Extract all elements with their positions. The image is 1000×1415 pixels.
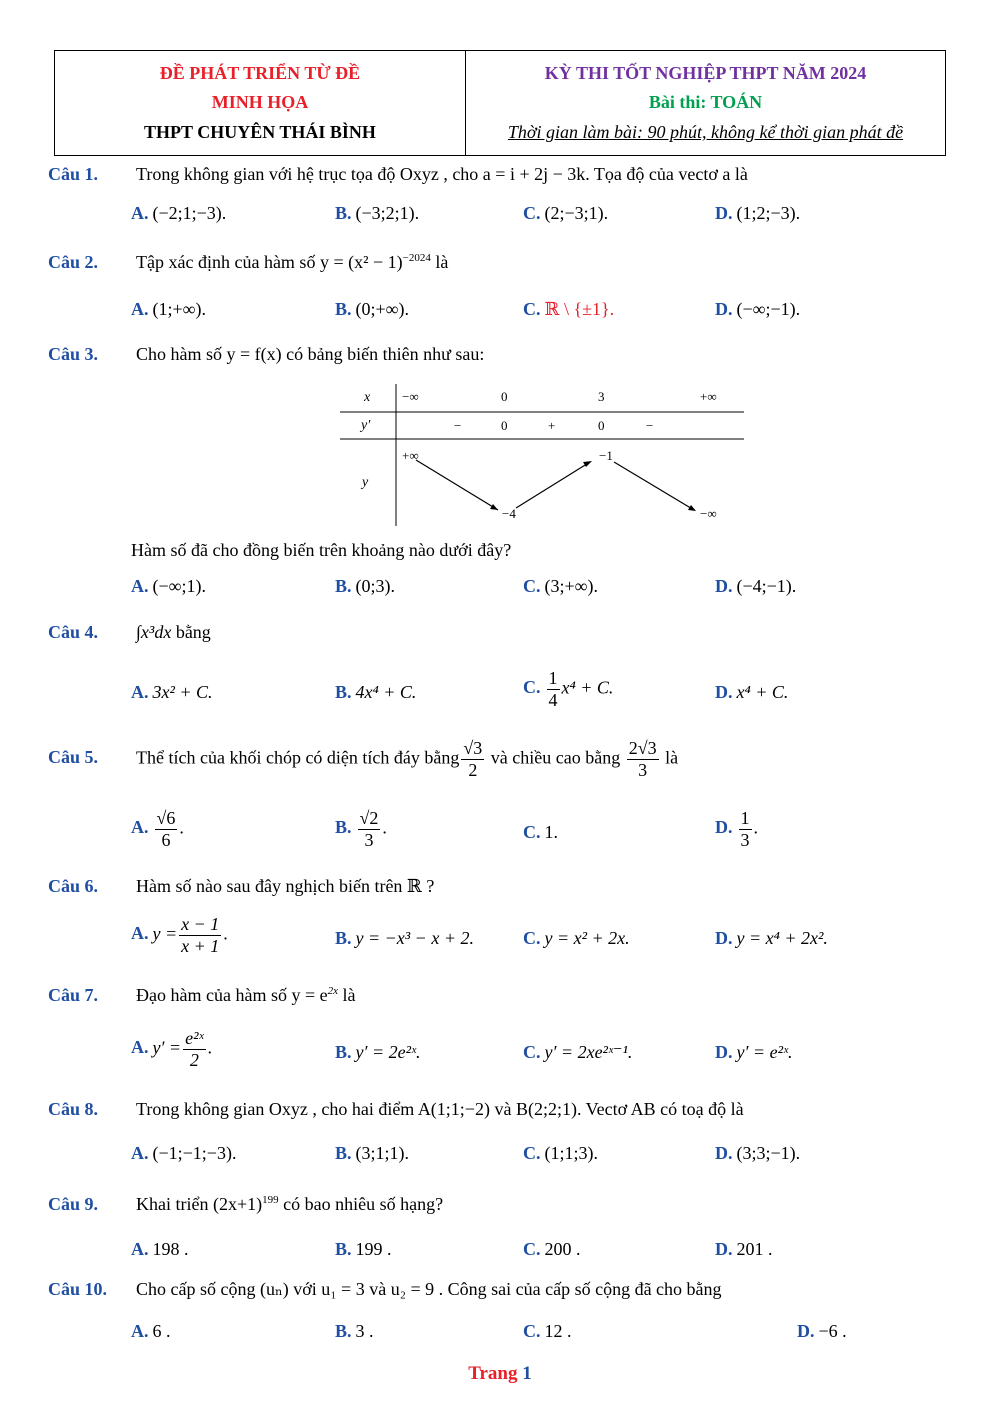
option-c[interactable]: C. y = x² + 2x. bbox=[523, 928, 630, 948]
arrow-increase bbox=[516, 462, 590, 508]
header-time: Thời gian làm bài: 90 phút, không kể thời gian phát đề bbox=[507, 121, 904, 142]
option-d[interactable]: D. −6 . bbox=[797, 1321, 847, 1341]
header-table bbox=[54, 50, 946, 156]
option-d[interactable]: D. (−4;−1). bbox=[715, 576, 797, 596]
question-3 bbox=[48, 344, 484, 365]
variation-table bbox=[330, 380, 750, 528]
option-b[interactable]: B. y′ = 2e²ˣ. bbox=[335, 1042, 421, 1062]
option-a[interactable]: A. (−2;1;−3). bbox=[131, 203, 227, 223]
question-number: Câu 10. bbox=[48, 1279, 108, 1299]
option-c[interactable]: C. (2;−3;1). bbox=[523, 203, 609, 223]
option-d[interactable]: D. x⁴ + C. bbox=[715, 682, 789, 702]
option-d[interactable]: D. (1;2;−3). bbox=[715, 203, 801, 223]
option-c[interactable]: C. 1. bbox=[523, 822, 558, 842]
fraction: $\frac{\text{e²ˣ}}{2}$ bbox=[185, 1028, 204, 1070]
option-a[interactable]: A. (1;+∞). bbox=[131, 299, 206, 319]
question-text: Hàm số nào sau đây nghịch biến trên ℝ ? bbox=[136, 876, 435, 896]
option-a[interactable]: A. y = $\frac{x - 1}{x + 1}$ . bbox=[131, 914, 228, 956]
x-value: +∞ bbox=[700, 389, 717, 404]
arrow-decrease-1 bbox=[416, 460, 498, 510]
question-text: Tập xác định của hàm số y = (x² − 1) bbox=[136, 252, 403, 272]
question-number: Câu 1. bbox=[48, 164, 99, 184]
option-b[interactable]: B. (−3;2;1). bbox=[335, 203, 420, 223]
option-d[interactable]: D. 201 . bbox=[715, 1239, 773, 1259]
header-exam-title: KỲ THI TỐT NGHIỆP THPT NĂM 2024 bbox=[544, 63, 867, 84]
option-c[interactable]: C. (1;1;3). bbox=[523, 1143, 598, 1163]
y-value: +∞ bbox=[402, 448, 419, 463]
fraction: $\frac{√3}{2}$ bbox=[463, 738, 483, 780]
question-number: Câu 2. bbox=[48, 252, 99, 272]
y-value: −∞ bbox=[700, 506, 717, 521]
exponent: 199 bbox=[262, 1194, 279, 1206]
fraction: $\frac{√2}{3}$ bbox=[359, 808, 379, 850]
option-b[interactable]: B. (0;+∞). bbox=[335, 299, 409, 319]
question-6 bbox=[48, 876, 434, 897]
fraction: $\frac{x - 1}{x + 1}$ bbox=[181, 914, 220, 956]
option-c[interactable]: C. $\frac{1}{4}$ x⁴ + C. bbox=[523, 668, 614, 710]
option-c[interactable]: C. 200 . bbox=[523, 1239, 581, 1259]
option-a[interactable]: A. 3x² + C. bbox=[131, 682, 213, 702]
page-footer bbox=[0, 1363, 1000, 1385]
question-number: Câu 5. bbox=[48, 747, 99, 768]
y-value: −1 bbox=[599, 448, 613, 463]
x-value: 0 bbox=[501, 389, 508, 404]
option-b[interactable]: B. 3 . bbox=[335, 1321, 374, 1341]
question-1 bbox=[48, 164, 748, 185]
question-number: Câu 4. bbox=[48, 622, 99, 642]
option-d[interactable]: D. (−∞;−1). bbox=[715, 299, 801, 319]
header-right bbox=[466, 51, 945, 155]
header-source-subtitle: MINH HỌA bbox=[211, 92, 309, 113]
arrowhead bbox=[490, 504, 498, 510]
question-text: Đạo hàm của hàm số y = e bbox=[136, 985, 328, 1005]
y-value: −4 bbox=[502, 506, 516, 521]
fraction: $\frac{1}{4}$ bbox=[548, 668, 558, 710]
exponent: −2024 bbox=[402, 252, 431, 264]
question-number: Câu 7. bbox=[48, 985, 99, 1005]
yprime-sign: − bbox=[454, 418, 462, 433]
header-school: THPT CHUYÊN THÁI BÌNH bbox=[144, 121, 376, 142]
header-source-title: ĐỀ PHÁT TRIỂN TỪ ĐỀ bbox=[159, 63, 361, 84]
option-b[interactable]: B. 199 . bbox=[335, 1239, 392, 1259]
yprime-sign: + bbox=[548, 418, 556, 433]
question-text: Cho cấp số cộng (uₙ) với u₁ = 3 và u₂ = 9 . Công sai của cấp số cộng đã cho bằng bbox=[136, 1279, 722, 1299]
question-text: Cho hàm số y = f(x) có bảng biến thiên như sau: bbox=[136, 344, 485, 364]
option-b[interactable]: B. $\frac{√2}{3}$ . bbox=[335, 808, 387, 850]
question-text: Trong không gian Oxyz , cho hai điểm A(1;1;−2) và B(2;2;1). Vectơ AB có toạ độ là bbox=[136, 1099, 744, 1119]
question-number: Câu 3. bbox=[48, 344, 99, 364]
yprime-sign: 0 bbox=[501, 418, 508, 433]
question-4: Câu 4. ∫x³dx bằng bbox=[48, 622, 211, 642]
yprime-sign: 0 bbox=[598, 418, 605, 433]
option-b[interactable]: B. (0;3). bbox=[335, 576, 396, 596]
x-value: 3 bbox=[598, 389, 605, 404]
option-d[interactable]: D. (3;3;−1). bbox=[715, 1143, 801, 1163]
exponent: 2x bbox=[327, 985, 338, 997]
option-b[interactable]: B. y = −x³ − x + 2. bbox=[335, 928, 474, 948]
arrowhead bbox=[688, 505, 696, 511]
row-label-x: x bbox=[364, 390, 371, 405]
option-c[interactable]: C. (3;+∞). bbox=[523, 576, 598, 596]
question-number: Câu 9. bbox=[48, 1194, 99, 1214]
question-5: Câu 5. Thể tích của khối chóp có diện tích đáy bằng $\frac{√3}{2}$ và chiều cao bằng $\frac{2√3}{3}$ là bbox=[48, 738, 679, 780]
option-d[interactable]: D. y = x⁴ + 2x². bbox=[715, 928, 828, 948]
question-2: Câu 2. Tập xác định của hàm số $y = (x^2 - 1)^{-2024}$ là bbox=[48, 252, 449, 272]
option-d[interactable]: D. $\frac{1}{3}$ . bbox=[715, 808, 758, 850]
option-a[interactable]: A. (−∞;1). bbox=[131, 576, 206, 596]
fraction: $\frac{1}{3}$ bbox=[740, 808, 750, 850]
question-number: Câu 8. bbox=[48, 1099, 99, 1119]
question-3-prompt: Hàm số đã cho đồng biến trên khoảng nào dưới đây? bbox=[131, 540, 512, 560]
option-a[interactable]: A. 6 . bbox=[131, 1321, 171, 1341]
question-number: Câu 6. bbox=[48, 876, 99, 896]
question-8 bbox=[48, 1099, 744, 1120]
header-left bbox=[55, 51, 466, 155]
row-label-y: y bbox=[362, 475, 369, 490]
option-a[interactable]: A. $\frac{√6}{6}$ . bbox=[131, 808, 184, 850]
yprime-sign: − bbox=[646, 418, 654, 433]
fraction: $\frac{√6}{6}$ bbox=[156, 808, 176, 850]
option-c[interactable]: C. 12 . bbox=[523, 1321, 572, 1341]
header-subject: Bài thi: TOÁN bbox=[648, 92, 763, 113]
question-text: Thể tích của khối chóp có diện tích đáy bằng bbox=[136, 747, 460, 768]
question-text: ∫x³dx bbox=[136, 622, 172, 642]
option-d[interactable]: D. y′ = e²ˣ. bbox=[715, 1042, 793, 1062]
fraction: $\frac{2√3}{3}$ bbox=[628, 738, 657, 780]
option-a[interactable]: A. (−1;−1;−3). bbox=[131, 1143, 237, 1163]
x-value: −∞ bbox=[402, 389, 419, 404]
footer-page-number: 1 bbox=[522, 1363, 532, 1384]
question-text: Trong không gian với hệ trục tọa độ Oxyz , cho a = i + 2j − 3k. Tọa độ của vectơ a là bbox=[136, 164, 748, 184]
footer-label: Trang bbox=[468, 1363, 518, 1384]
option-c[interactable]: C. ℝ \ {±1}. bbox=[523, 299, 615, 319]
option-b[interactable]: B. 4x⁴ + C. bbox=[335, 682, 417, 702]
row-label-yprime: y′ bbox=[361, 418, 371, 433]
question-text: Khai triển (2x+1) bbox=[136, 1194, 263, 1214]
option-c[interactable]: C. y′ = 2xe²ˣ⁻¹. bbox=[523, 1042, 633, 1062]
option-a[interactable]: A. 198 . bbox=[131, 1239, 189, 1259]
option-a[interactable]: A. y′ = $\frac{\text{e²ˣ}}{2}$ . bbox=[131, 1028, 213, 1070]
question-9: Câu 9. Khai triển $(2x+1)^{199}$ có bao nhiêu số hạng? bbox=[48, 1194, 444, 1214]
question-7: Câu 7. Đạo hàm của hàm số $y = e^{2x}$ là bbox=[48, 985, 356, 1005]
question-10 bbox=[48, 1279, 722, 1300]
arrow-decrease-2 bbox=[614, 462, 694, 510]
option-b[interactable]: B. (3;1;1). bbox=[335, 1143, 410, 1163]
